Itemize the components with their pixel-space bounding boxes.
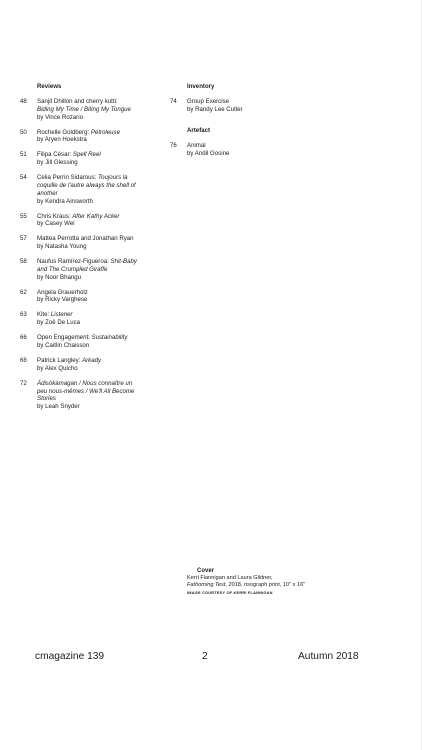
toc-entry-line (37, 319, 160, 327)
toc-entry-roman: by Zoë De Luca (37, 319, 81, 327)
toc-entry-italic-title: peu nous-mêmes / We'll All Become (37, 387, 135, 395)
toc-entry-roman: Kite: (37, 311, 51, 319)
toc-entry-line (37, 151, 160, 159)
toc-entry (20, 357, 160, 373)
toc-entry-line (37, 395, 160, 403)
toc-entry-text (187, 98, 270, 114)
toc-entry-roman: Naufus Ramírez-Figueroa: (37, 258, 111, 266)
toc-page-number: 57 (20, 235, 27, 243)
toc-entry-italic-title: coquille de l'autre always the shell of (37, 181, 136, 189)
toc-entry-line (187, 150, 270, 158)
toc-entry-line (37, 342, 160, 350)
toc-entry-line (37, 289, 160, 297)
toc-entry-roman: Patrick Langley: (37, 357, 83, 364)
toc-page-number: 51 (20, 151, 27, 159)
toc-page-number: 50 (20, 128, 27, 136)
toc-page-number: 63 (20, 311, 27, 319)
toc-page-number: 76 (170, 141, 177, 149)
toc-entry (20, 235, 160, 251)
cover-title: Fathoming Test (187, 582, 226, 589)
toc-entry-line (37, 380, 160, 388)
toc-entry (20, 98, 160, 121)
toc-page-number: 58 (20, 258, 27, 266)
toc-entry-line (37, 106, 160, 114)
toc-entry-roman: Open Engagement: (37, 334, 92, 342)
toc-entry-roman: Mattea Perrotta and Jonathan Ryan (37, 235, 134, 243)
toc-entry-line (37, 334, 160, 342)
reviews-heading: Reviews (37, 83, 62, 90)
toc-entry-italic-title: Shit-Baby (110, 258, 137, 266)
toc-entry-roman: by Randy Lee Cutler (187, 105, 243, 113)
toc-entry-roman: by Leah Snyder (37, 403, 80, 411)
cover-medium: , 2018, risograph print, 10" x 16" (225, 582, 306, 589)
toc-entry-line (37, 198, 160, 206)
toc-entry-italic-title: Toujours la (97, 174, 128, 182)
toc-entry-roman: by Kendra Ainsworth (37, 197, 93, 205)
toc-entry-roman: Filipa César: (37, 151, 73, 159)
toc-entry-roman: Celia Perrin Sidarous: (37, 174, 98, 182)
toc-page-number: 68 (20, 357, 27, 364)
toc-entry-line (37, 98, 160, 106)
cover-credit (187, 568, 305, 596)
toc-entry-text (187, 142, 270, 158)
toc-entry-line (37, 388, 160, 396)
toc-entry-line (37, 182, 160, 190)
toc-entry (20, 289, 160, 305)
reviews-column (20, 83, 160, 418)
toc-entry-line (37, 114, 160, 122)
toc-entry-text (37, 380, 160, 411)
toc-entry-line (37, 220, 160, 228)
cover-details (187, 582, 305, 589)
toc-entry-roman: Animal (187, 141, 206, 149)
toc-entry-text (37, 129, 160, 145)
toc-entry-italic-title: another (37, 189, 58, 197)
toc-entry-roman: by Aryen Hoekstra (37, 136, 87, 144)
toc-entry-line (187, 98, 270, 106)
toc-entry-roman: by Andil Gosine (187, 149, 230, 157)
toc-entry-line (37, 213, 160, 221)
cover-image-credit: IMAGE COURTESY OF KERRI FLANNIGAN (187, 589, 273, 595)
toc-page-number: 74 (170, 98, 177, 105)
toc-entry (20, 213, 160, 229)
toc-entry-text (37, 311, 160, 327)
toc-entry (20, 334, 160, 350)
footer-issue: Autumn 2018 (298, 651, 359, 662)
toc-entry-italic-title: Spell Reel (72, 151, 101, 159)
reviews-list (20, 98, 160, 411)
artefact-heading: Artefact (187, 126, 211, 134)
toc-entry-line (37, 365, 160, 373)
toc-entry-italic-title: Biding My Time / Biting My Tongue (37, 105, 131, 113)
cover-heading: Cover (197, 568, 215, 574)
toc-entry-italic-title: Pétroleuse (90, 128, 120, 136)
toc-page-number: 54 (20, 174, 27, 182)
toc-entry-text (37, 151, 160, 167)
toc-entry-line (187, 106, 270, 114)
toc-entry-text (37, 357, 160, 373)
toc-entry-line (37, 243, 160, 251)
toc-entry-line (37, 274, 160, 282)
toc-entry (20, 311, 160, 327)
toc-entry-line (187, 142, 270, 150)
toc-entry-roman: by Jill Glessing (37, 159, 78, 167)
toc-entry-line (37, 357, 160, 365)
toc-entry-line (37, 403, 160, 411)
toc-entry-italic-title: and The Crumpled Giraffe (37, 265, 108, 273)
toc-entry-italic-title: Listener (50, 311, 73, 319)
toc-entry-text (37, 258, 160, 281)
toc-entry-italic-title: Arkady (82, 357, 102, 364)
toc-entry-line (37, 266, 160, 274)
toc-page-number: 48 (20, 98, 27, 105)
toc-entry (20, 380, 160, 411)
toc-entry-roman: by Natasha Young (37, 243, 87, 251)
inventory-list (170, 98, 270, 114)
toc-entry (170, 142, 270, 158)
toc-entry-roman: Angela Grauerholz (37, 288, 88, 296)
toc-entry-text (37, 235, 160, 251)
toc-page-number: 72 (20, 379, 27, 387)
footer-magazine: cmagazine 139 (35, 651, 105, 662)
toc-entry-text (37, 334, 160, 350)
toc-entry-line (37, 190, 160, 198)
toc-page-number: 62 (20, 288, 27, 296)
toc-page-number: 66 (20, 334, 27, 342)
toc-entry-italic-title: After Kathy Acker (72, 212, 120, 220)
right-column (170, 83, 270, 165)
toc-entry-line (37, 174, 160, 182)
toc-entry-roman: Chris Kraus: (37, 212, 73, 220)
artefact-list (170, 142, 270, 158)
cover-artists: Kerri Flannigan and Laura Gildner, (187, 575, 273, 582)
toc-entry-roman: by Caitlin Chaisson (37, 342, 90, 350)
toc-entry (20, 151, 160, 167)
toc-entry-line (37, 311, 160, 319)
toc-entry-roman: by Ricky Varghese (37, 296, 88, 304)
toc-entry-text (37, 174, 160, 205)
toc-entry-roman: by Vince Rozario (37, 113, 83, 121)
toc-entry-text (37, 213, 160, 229)
toc-entry (20, 258, 160, 281)
toc-entry-roman: Rochelle Goldberg: (37, 128, 91, 136)
toc-entry-text (37, 289, 160, 305)
toc-entry-italic-title: Ädisòkàmagan / Nous connaître un (37, 379, 133, 387)
toc-entry-line (37, 136, 160, 144)
toc-entry-line (37, 129, 160, 137)
toc-entry-roman: by Alex Quicho (37, 364, 78, 372)
toc-entry-line (37, 235, 160, 243)
toc-entry-line (37, 296, 160, 304)
toc-entry (20, 129, 160, 145)
toc-entry-roman: Sanjit Dhillon and cherry kutti: (37, 98, 118, 105)
toc-entry-roman: by Casey Wei (37, 220, 75, 228)
toc-entry-line (37, 159, 160, 167)
toc-entry-italic-title: Sustainability (91, 334, 128, 342)
inventory-heading: Inventory (187, 83, 215, 90)
toc-entry-roman: Group Exercise (187, 98, 229, 105)
footer-page-number: 2 (202, 651, 208, 662)
toc-entry (170, 98, 270, 114)
toc-entry-line (37, 258, 160, 266)
toc-entry-italic-title: Stories (37, 395, 56, 403)
toc-entry-text (37, 98, 160, 121)
toc-entry-roman: by Noor Bhangu (37, 273, 82, 281)
toc-entry (20, 174, 160, 205)
toc-page-number: 55 (20, 212, 27, 220)
